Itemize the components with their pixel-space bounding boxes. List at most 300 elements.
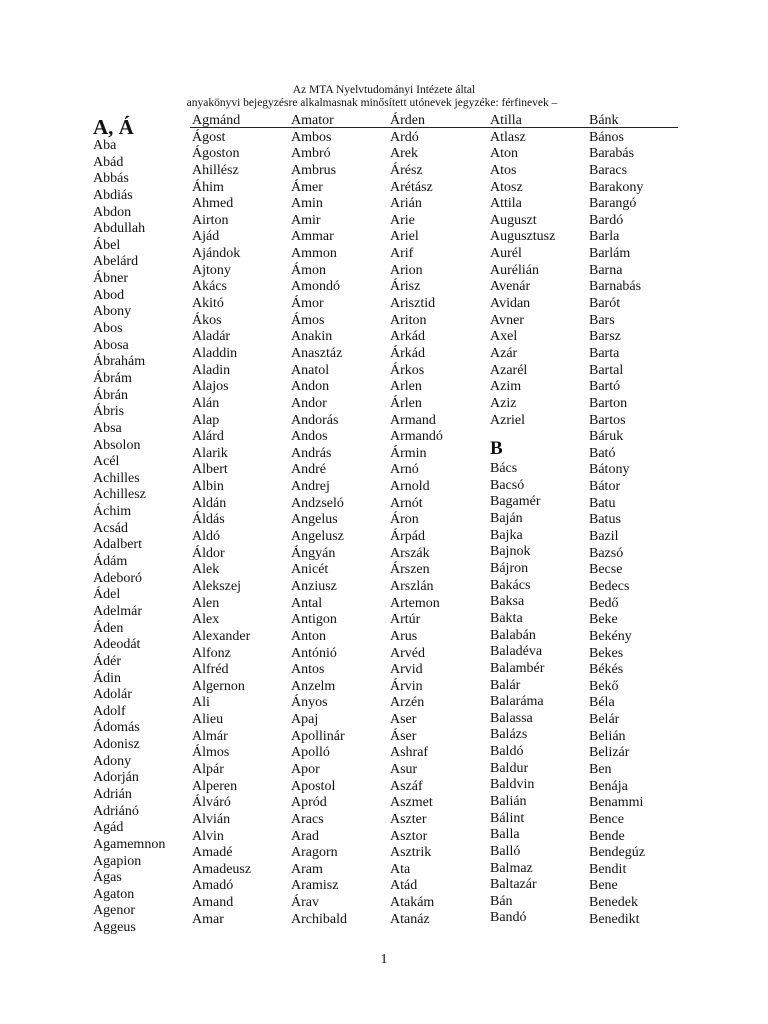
name-entry: Áron: [390, 512, 419, 528]
name-entry: Ammar: [291, 229, 334, 245]
name-entry: Arnold: [390, 479, 430, 495]
name-entry: Aggeus: [93, 920, 136, 936]
name-entry: Álmos: [192, 745, 230, 761]
name-entry: Atanáz: [390, 911, 430, 927]
name-entry: Áhim: [192, 179, 224, 195]
name-entry: Barla: [589, 229, 620, 245]
name-entry: Benedek: [589, 895, 638, 911]
name-entry: Andor: [291, 395, 327, 411]
name-entry: Alperen: [192, 778, 238, 794]
name-entry: Árden: [390, 113, 425, 128]
name-entry: Ádel: [93, 587, 121, 603]
name-entry: Andon: [291, 379, 330, 395]
name-entry: Azim: [490, 379, 522, 395]
name-entry: Adeboró: [93, 570, 142, 586]
name-entry: Arisztid: [390, 296, 436, 312]
name-entry: Arad: [291, 828, 319, 844]
name-entry: Báruk: [589, 429, 624, 445]
name-entry: Bálint: [490, 810, 525, 826]
name-entry: Bedecs: [589, 578, 630, 594]
name-entry: Áldor: [192, 545, 225, 561]
name-entry: Bendegúz: [589, 845, 645, 861]
name-entry: Ágoston: [192, 146, 240, 162]
name-entry: Barnabás: [589, 279, 642, 295]
name-entry: Bartó: [589, 379, 621, 395]
name-entry: Amadó: [192, 878, 234, 894]
name-entry: Áser: [390, 728, 417, 744]
name-entry: Ardó: [390, 129, 419, 145]
name-entry: Antigon: [291, 612, 337, 628]
name-entry: Bajnok: [490, 544, 531, 560]
name-entry: Belián: [589, 728, 626, 744]
name-entry: Balla: [490, 827, 520, 843]
name-entry: Baksa: [490, 594, 525, 610]
name-entry: Ali: [192, 695, 210, 711]
name-entry: Aldán: [192, 495, 227, 511]
name-entry: Anatol: [291, 362, 330, 378]
name-entry: Ambos: [291, 129, 332, 145]
name-entry: Ármin: [390, 445, 427, 461]
name-entry: Aziz: [490, 395, 517, 411]
name-entry: Arvid: [390, 662, 423, 678]
name-entry: Balázs: [490, 727, 528, 743]
name-entry: Áchim: [93, 504, 132, 520]
name-entry: Anakin: [291, 329, 333, 345]
name-entry: Barna: [589, 262, 623, 278]
name-entry: Arvéd: [390, 645, 425, 661]
names-column-6: [589, 113, 689, 928]
name-entry: Ádér: [93, 653, 121, 669]
name-entry: Aszter: [390, 811, 427, 827]
name-entry: Ádám: [93, 554, 128, 570]
name-entry: Bene: [589, 878, 618, 894]
name-entry: Alieu: [192, 712, 224, 728]
name-entry: Bátony: [589, 462, 630, 478]
name-entry: Barabás: [589, 146, 635, 162]
name-entry: Aszáf: [390, 778, 423, 794]
name-entry: Andrej: [291, 479, 330, 495]
name-entry: Barton: [589, 395, 628, 411]
name-entry: Agmánd: [192, 113, 241, 128]
name-entry: Balló: [490, 843, 521, 859]
name-entry: Árav: [291, 895, 319, 911]
name-entry: Adony: [93, 753, 132, 769]
name-entry: Ábner: [93, 271, 128, 287]
name-entry: Azriel: [490, 412, 525, 428]
name-entry: Bazsó: [589, 545, 624, 561]
name-entry: Beke: [589, 612, 618, 628]
name-entry: Arion: [390, 262, 423, 278]
name-entry: Aladár: [192, 329, 231, 345]
name-entry: Adonisz: [93, 737, 140, 753]
name-entry: Ajtony: [192, 262, 231, 278]
name-entry: Amadé: [192, 845, 233, 861]
name-entry: Alexander: [192, 628, 251, 644]
name-entry: Bartos: [589, 412, 626, 428]
name-entry: Abdon: [93, 204, 132, 220]
section-heading-a: A, Á: [93, 115, 134, 139]
name-entry: Ányos: [291, 695, 328, 711]
name-entry: Ámor: [291, 296, 324, 312]
name-entry: Árpád: [390, 529, 425, 545]
name-entry: Aba: [93, 138, 117, 153]
name-entry: Asztrik: [390, 845, 432, 861]
name-entry: Artemon: [390, 595, 440, 611]
name-entry: Airton: [192, 212, 229, 228]
name-entry: Baldó: [490, 744, 524, 760]
name-entry: Abos: [93, 321, 123, 337]
name-entry: Bekő: [589, 678, 619, 694]
name-entry: Adeodát: [93, 637, 141, 653]
name-entry: Bardó: [589, 212, 624, 228]
name-entry: Baltazár: [490, 877, 537, 893]
name-entry: Balambér: [490, 660, 545, 676]
name-entry: Bende: [589, 828, 625, 844]
names-column-3: [291, 113, 391, 928]
name-entry: Ábris: [93, 404, 125, 420]
name-entry: Agaton: [93, 886, 135, 902]
name-entry: Apor: [291, 761, 320, 777]
name-entry: Bajka: [490, 527, 523, 543]
name-entry: Bazil: [589, 529, 619, 545]
name-entry: Arlen: [390, 379, 422, 395]
name-entry: Andos: [291, 429, 328, 445]
name-entry: Acsád: [93, 520, 128, 536]
name-entry: Alfonz: [192, 645, 231, 661]
name-entry: Ajád: [192, 229, 220, 245]
name-entry: Becse: [589, 562, 623, 578]
name-entry: Amand: [192, 895, 234, 911]
name-entry: Adolár: [93, 687, 132, 703]
name-entry: Ákos: [192, 312, 222, 328]
name-entry: Abelárd: [93, 254, 139, 270]
name-entry: Bátor: [589, 479, 621, 495]
name-entry: Bató: [589, 445, 616, 461]
name-entry: Apolló: [291, 745, 330, 761]
name-entry: Ajándok: [192, 246, 241, 262]
name-entry: Ashraf: [390, 745, 429, 761]
name-entry: Alarik: [192, 445, 228, 461]
name-entry: Amondó: [291, 279, 340, 295]
name-entry: Barta: [589, 345, 620, 361]
name-entry: Arszák: [390, 545, 430, 561]
name-entry: Békés: [589, 662, 624, 678]
name-entry: Barlám: [589, 246, 631, 262]
name-entry: Baladéva: [490, 644, 543, 660]
name-entry: Bence: [589, 811, 624, 827]
name-entry: Agenor: [93, 903, 135, 919]
name-entry: Apostol: [291, 778, 336, 794]
name-entry: Ágost: [192, 129, 226, 145]
name-entry: Árvin: [390, 678, 423, 694]
name-entry: Balmaz: [490, 860, 533, 876]
name-entry: Ariel: [390, 229, 419, 245]
name-entry: Asztor: [390, 828, 428, 844]
name-entry: Alfréd: [192, 662, 229, 678]
name-entry: Bánk: [589, 113, 619, 128]
name-entry: Arnó: [390, 462, 419, 478]
name-entry: Ábel: [93, 237, 121, 253]
name-entry: Abosa: [93, 337, 129, 353]
name-entry: Andzseló: [291, 495, 344, 511]
name-entry: Armand: [390, 412, 436, 428]
name-entry: Adorján: [93, 770, 139, 786]
name-entry: András: [291, 445, 332, 461]
name-entry: Bekény: [589, 628, 632, 644]
name-entry: Alárd: [192, 429, 224, 445]
name-entry: Baldur: [490, 760, 529, 776]
name-entry: Abdullah: [93, 221, 146, 237]
name-entry: Bedő: [589, 595, 619, 611]
name-entry: Batus: [589, 512, 621, 528]
name-entry: Anicét: [291, 562, 329, 578]
name-entry: Adolf: [93, 703, 126, 719]
section-heading-b: B: [490, 438, 503, 460]
name-entry: Atakám: [390, 895, 435, 911]
name-entry: Bekes: [589, 645, 624, 661]
name-entry: Benája: [589, 778, 628, 794]
name-entry: Atlasz: [490, 129, 526, 145]
name-entry: André: [291, 462, 326, 478]
name-entry: Aurélián: [490, 262, 539, 278]
name-entry: Aramisz: [291, 878, 339, 894]
name-entry: Bandó: [490, 910, 527, 926]
names-column-4: [390, 113, 490, 928]
name-entry: Arie: [390, 212, 415, 228]
name-entry: Bars: [589, 312, 615, 328]
names-column-1: [93, 113, 193, 937]
name-entry: Alen: [192, 595, 220, 611]
name-entry: Asur: [390, 761, 418, 777]
name-entry: Adrián: [93, 786, 132, 802]
name-entry: Balián: [490, 793, 527, 809]
name-entry: Ambrus: [291, 162, 337, 178]
name-entry: Ata: [390, 861, 411, 877]
name-entry: Alpár: [192, 761, 224, 777]
name-entry: Anasztáz: [291, 345, 343, 361]
name-entry: Arif: [390, 246, 414, 262]
name-entry: Árkád: [390, 345, 425, 361]
name-entry: Arus: [390, 628, 418, 644]
name-entry: Ágas: [93, 870, 122, 886]
name-entry: Agád: [93, 820, 124, 836]
name-entry: Avner: [490, 312, 524, 328]
name-entry: Agamemnon: [93, 836, 166, 852]
name-entry: Alvin: [192, 828, 224, 844]
name-entry: Alajos: [192, 379, 229, 395]
name-entry: Ben: [589, 761, 612, 777]
name-entry: Avidan: [490, 296, 531, 312]
name-entry: Arétász: [390, 179, 433, 195]
name-entry: Barsz: [589, 329, 621, 345]
name-entry: Alán: [192, 395, 220, 411]
name-entry: Árszen: [390, 562, 430, 578]
name-entry: Amar: [192, 911, 224, 927]
name-entry: Absolon: [93, 437, 141, 453]
name-entry: Abád: [93, 154, 124, 170]
name-entry: Axel: [490, 329, 518, 345]
name-entry: Bács: [490, 461, 518, 477]
name-entry: Bagamér: [490, 494, 541, 510]
page-number: 1: [380, 952, 388, 967]
name-entry: Atos: [490, 162, 517, 178]
name-entry: Barangó: [589, 196, 637, 212]
name-entry: Azarél: [490, 362, 528, 378]
name-entry: Balabán: [490, 627, 536, 643]
name-entry: Álváró: [192, 795, 231, 811]
name-entry: Ángyán: [291, 545, 336, 561]
name-entry: Batu: [589, 495, 616, 511]
name-entry: Atosz: [490, 179, 523, 195]
name-entry: Anton: [291, 628, 326, 644]
name-entry: Aracs: [291, 811, 324, 827]
name-entry: Attila: [490, 196, 522, 212]
name-entry: Áldás: [192, 512, 225, 528]
name-entry: Bacsó: [490, 477, 525, 493]
name-entry: Bános: [589, 129, 624, 145]
name-entry: Akács: [192, 279, 227, 295]
name-entry: Apaj: [291, 712, 319, 728]
name-entry: Árisz: [390, 279, 421, 295]
name-entry: Avenár: [490, 279, 531, 295]
name-entry: Andorás: [291, 412, 339, 428]
name-entry: Baldvin: [490, 777, 535, 793]
name-entry: Albert: [192, 462, 228, 478]
name-entry: Algernon: [192, 678, 245, 694]
name-entry: Alap: [192, 412, 220, 428]
name-entry: Adalbert: [93, 537, 142, 553]
name-entry: Aldó: [192, 529, 220, 545]
name-entry: Artúr: [390, 612, 421, 628]
document-title-line-2: anyakönyvi bejegyzésre alkalmasnak minősített utónevek jegyzéke: férfinevek –: [186, 97, 558, 109]
name-entry: Angelus: [291, 512, 338, 528]
name-entry: Abbás: [93, 171, 129, 187]
name-entry: Azár: [490, 345, 518, 361]
name-entry: Aser: [390, 712, 417, 728]
document-title-line-1: Az MTA Nyelvtudományi Intézete által: [292, 84, 476, 96]
name-entry: Antos: [291, 662, 325, 678]
name-entry: Abdiás: [93, 187, 133, 203]
name-entry: Ábrám: [93, 370, 132, 386]
name-entry: Armandó: [390, 429, 443, 445]
name-entry: Aurél: [490, 246, 522, 262]
name-entry: Belizár: [589, 745, 630, 761]
name-entry: Arzén: [390, 695, 425, 711]
name-entry: Achilles: [93, 470, 140, 486]
name-entry: Antónió: [291, 645, 337, 661]
name-entry: Aton: [490, 146, 518, 162]
name-entry: Ábrán: [93, 387, 128, 403]
name-entry: Ámos: [291, 312, 325, 328]
name-entry: Augusztusz: [490, 229, 556, 245]
name-entry: Ámon: [291, 262, 326, 278]
name-entry: Alex: [192, 612, 220, 628]
name-entry: Arkád: [390, 329, 425, 345]
name-entry: Bakács: [490, 577, 531, 593]
name-entry: Absa: [93, 420, 122, 436]
name-entry: Belár: [589, 712, 620, 728]
name-entry: Abod: [93, 287, 125, 303]
name-entry: Auguszt: [490, 212, 537, 228]
name-entry: Amir: [291, 212, 321, 228]
name-entry: Ambró: [291, 146, 331, 162]
name-entry: Baján: [490, 511, 523, 527]
name-entry: Aladdin: [192, 345, 238, 361]
name-entry: Ahillész: [192, 162, 239, 178]
name-entry: Béla: [589, 695, 615, 711]
names-column-5: [490, 113, 590, 927]
name-entry: Balassa: [490, 710, 533, 726]
name-entry: Ariton: [390, 312, 427, 328]
name-entry: Aragorn: [291, 845, 338, 861]
name-entry: Ábrahám: [93, 354, 146, 370]
name-entry: Baracs: [589, 162, 628, 178]
name-entry: Angelusz: [291, 529, 344, 545]
name-entry: Bájron: [490, 561, 529, 577]
name-entry: Atád: [390, 878, 418, 894]
name-entry: Ádomás: [93, 720, 140, 736]
name-entry: Arszlán: [390, 578, 434, 594]
name-entry: Áden: [93, 620, 124, 636]
name-entry: Alek: [192, 562, 220, 578]
name-entry: Balaráma: [490, 694, 544, 710]
name-entry: Arián: [390, 196, 422, 212]
name-entry: Ammon: [291, 246, 337, 262]
name-entry: Amator: [291, 113, 334, 128]
name-entry: Amin: [291, 196, 323, 212]
name-entry: Anzelm: [291, 678, 336, 694]
name-entry: Aladin: [192, 362, 231, 378]
name-entry: Alvián: [192, 811, 231, 827]
name-entry: Barót: [589, 296, 621, 312]
name-entry: Árkos: [390, 362, 425, 378]
name-entry: Bendit: [589, 861, 627, 877]
name-entry: Balár: [490, 677, 521, 693]
name-entry: Bakta: [490, 610, 523, 626]
name-entry: Amadeusz: [192, 861, 252, 877]
name-entry: Aszmet: [390, 795, 433, 811]
name-entry: Achillesz: [93, 487, 146, 503]
name-entry: Barakony: [589, 179, 644, 195]
name-entry: Adelmár: [93, 603, 142, 619]
name-entry: Arnót: [390, 495, 423, 511]
name-entry: Agapion: [93, 853, 142, 869]
name-entry: Antal: [291, 595, 323, 611]
name-entry: Árész: [390, 162, 423, 178]
name-entry: Atilla: [490, 113, 522, 128]
name-entry: Abony: [93, 304, 132, 320]
name-entry: Ádin: [93, 670, 121, 686]
name-entry: Ahmed: [192, 196, 234, 212]
name-entry: Apród: [291, 795, 327, 811]
name-entry: Albin: [192, 479, 224, 495]
name-entry: Apollinár: [291, 728, 345, 744]
name-entry: Acél: [93, 454, 120, 470]
name-entry: Alekszej: [192, 578, 241, 594]
names-column-2: [192, 113, 292, 928]
name-entry: Archibald: [291, 911, 347, 927]
name-entry: Benammi: [589, 795, 644, 811]
name-entry: Akitó: [192, 296, 224, 312]
name-entry: Almár: [192, 728, 228, 744]
name-entry: Arek: [390, 146, 418, 162]
name-entry: Anziusz: [291, 578, 337, 594]
name-entry: Árlen: [390, 395, 422, 411]
name-entry: Aram: [291, 861, 323, 877]
name-entry: Ámer: [291, 179, 323, 195]
name-entry: Benedikt: [589, 911, 640, 927]
name-entry: Bán: [490, 893, 513, 909]
